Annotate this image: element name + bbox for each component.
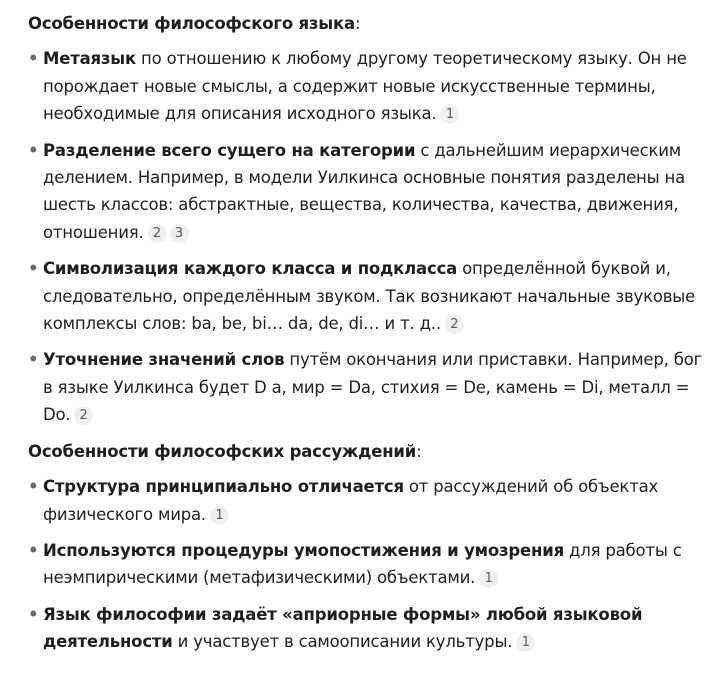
item-title: Структура принципиально отличается <box>43 477 404 497</box>
section-heading-suffix: : <box>416 441 422 461</box>
section-heading-suffix: : <box>354 14 361 33</box>
list-item <box>28 137 706 247</box>
bullet: • <box>28 540 39 560</box>
bullet: • <box>28 140 39 160</box>
item-title: Символизация каждого класса и подкласса <box>43 259 458 279</box>
section-heading <box>28 10 706 37</box>
bullet: • <box>28 350 39 370</box>
source-ref-badge[interactable]: 2 <box>445 315 464 334</box>
item-text: определённой буквой и, следовательно, определённым звуком. Так возникают начальные звуковые комплексы слов: ba, be, bi… da, de, di… и т. д.. <box>43 259 696 334</box>
item-title: Разделение всего сущего на категории <box>43 140 416 160</box>
list-item <box>28 346 706 428</box>
bullet: • <box>28 259 39 279</box>
item-title: Уточнение значений слов <box>43 350 285 370</box>
source-ref-badge[interactable]: 1 <box>210 506 229 525</box>
source-ref-badge[interactable]: 1 <box>479 569 498 588</box>
item-title: Метаязык <box>43 49 137 69</box>
section-heading <box>28 438 706 465</box>
item-text: с дальнейшим иерархическим делением. Например, в модели Уилкинса основные понятия разделены на шесть классов: абстрактные, вещества, количества, качества, движения, отношения. <box>43 140 685 242</box>
section-philosophical-language <box>28 10 706 429</box>
item-text: по отношению к любому другому теоретическому языку. Он не порождает новые смыслы, а содержит новые искусственные термины, необходимые для описания исходного языка. <box>43 49 687 124</box>
item-title: Язык философии задаёт «априорные формы» любой языковой деятельности <box>43 604 643 652</box>
source-ref-badge[interactable]: 3 <box>170 224 189 243</box>
source-ref-badge[interactable]: 2 <box>74 406 93 425</box>
source-ref-badge[interactable]: 1 <box>440 105 459 124</box>
item-text: путём окончания или приставки. Например, бог в языке Уилкинса будет D a, мир = Da, стихия = De, камень = Di, металл = Do. <box>43 350 703 425</box>
section-heading-text: Особенности философского языка <box>28 14 355 33</box>
item-text: для работы с неэмпирическими (метафизическими) объектами. <box>43 540 682 588</box>
list-item <box>28 255 706 337</box>
section-philosophical-reasoning <box>28 438 706 656</box>
item-text: от рассуждений об объектах физического мира. <box>43 477 659 524</box>
list-item <box>28 537 706 592</box>
list-item <box>28 601 706 656</box>
bullet: • <box>28 477 39 497</box>
item-text: и участвует в самоописании культуры. <box>172 632 513 652</box>
bullet: • <box>28 604 39 624</box>
list-item <box>28 473 706 528</box>
list-item <box>28 45 706 127</box>
item-title: Используются процедуры умопостижения и умозрения <box>43 540 564 560</box>
feature-list <box>28 45 706 428</box>
source-ref-badge[interactable]: 1 <box>516 633 535 652</box>
section-heading-text: Особенности философских рассуждений <box>28 441 417 461</box>
feature-list <box>28 473 706 655</box>
source-ref-badge[interactable]: 2 <box>148 224 167 243</box>
bullet: • <box>28 49 39 69</box>
